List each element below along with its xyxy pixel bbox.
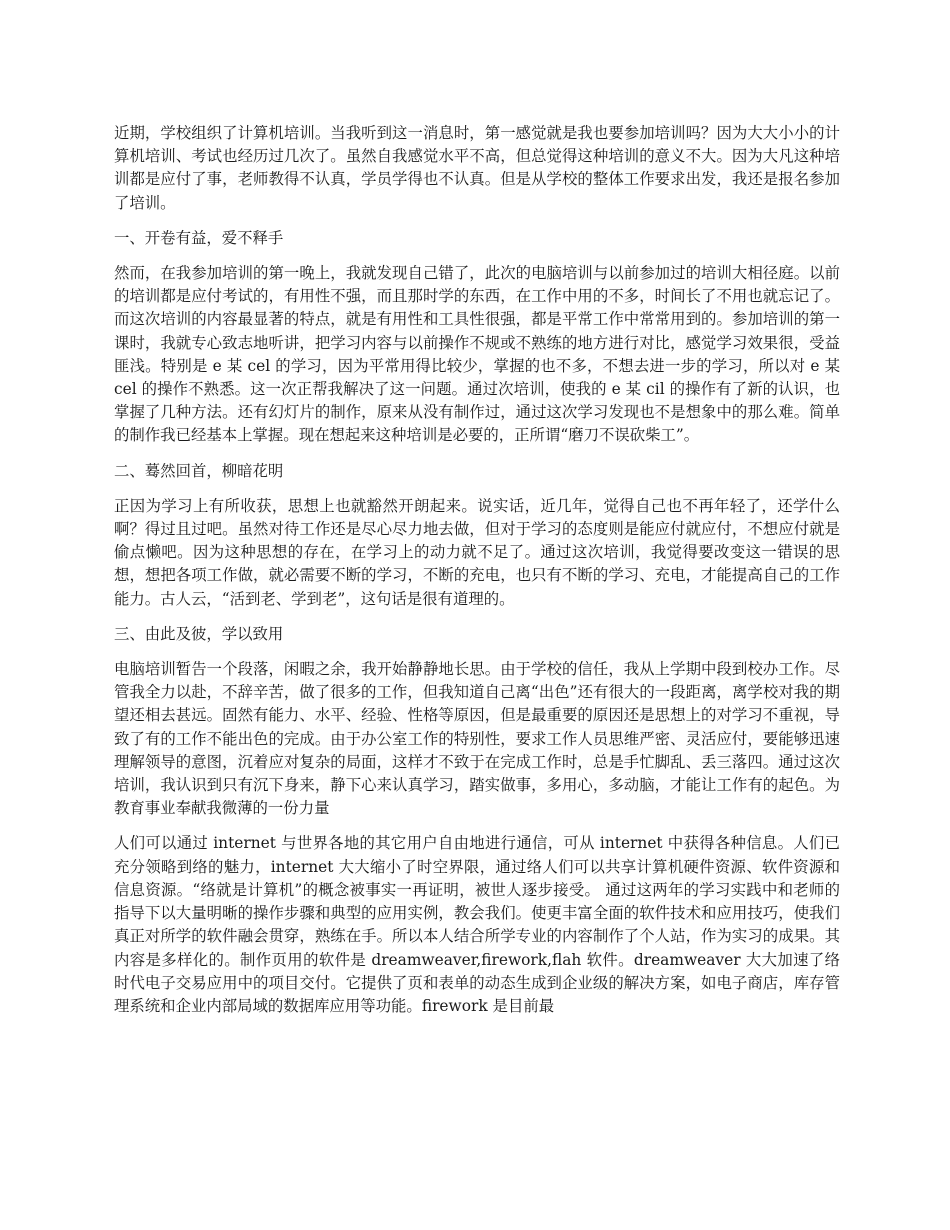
paragraph-section-3: 电脑培训暂告一个段落，闲暇之余，我开始静静地长思。由于学校的信任，我从上学期中段到校办工作。尽管我全力以赴，不辞辛苦，做了很多的工作，但我知道自己离“出色”还有很大的一段距离，离学校对我的期望还相去甚远。固然有能力、水平、经验、性格等原因，但是最重要的原因还是思想上的对学习不重视，导致了有的工作不能出色的完成。由于办公室工作的特别性，要求工作人员思维严密、灵活应付，要能够迅速理解领导的意图，沉着应对复杂的局面，这样才不致于在完成工作时，总是手忙脚乱、丢三落四。通过这次培训，我认识到只有沉下身来，静下心来认真学习，踏实做事，多用心，多动脑，才能让工作有的起色。为教育事业奉献我微薄的一份力量	[114, 660, 840, 818]
paragraph-section-2: 正因为学习上有所收获，思想上也就豁然开朗起来。说实话，近几年，觉得自己也不再年轻了，还学什么啊？得过且过吧。虽然对待工作还是尽心尽力地去做，但对于学习的态度则是能应付就应付，不想应付就是偷点懒吧。因为这种思想的存在，在学习上的动力就不足了。通过这次培训，我觉得要改变这一错误的思想，想把各项工作做，就必需要不断的学习，不断的充电，也只有不断的学习、充电，才能提高自己的工作能力。古人云，“活到老、学到老”，这句话是很有道理的。	[114, 496, 840, 608]
document-body	[114, 122, 840, 1030]
paragraph-intro: 近期，学校组织了计算机培训。当我听到这一消息时，第一感觉就是我也要参加培训吗？因为大大小小的计算机培训、考试也经历过几次了。虽然自我感觉水平不高，但总觉得这种培训的意义不大。因为大凡这种培训都是应付了事，老师教得不认真，学员学得也不认真。但是从学校的整体工作要求出发，我还是报名参加了培训。	[114, 124, 840, 212]
paragraph-internet: 人们可以通过 internet 与世界各地的其它用户自由地进行通信，可从 internet 中获得各种信息。人们已充分领略到络的魅力，internet 大大缩小了时空界限，通过络人们可以共享计算机硬件资源、软件资源和信息资源。“络就是计算机”的概念被事实一再证明，被世人逐步接受。 通过这两年的学习实践中和老师的指导下以大量明晰的操作步骤和典型的应用实例，教会我们。使更丰富全面的软件技术和应用技巧，使我们真正对所学的软件融会贯穿，熟练在手。所以本人结合所学专业的内容制作了个人站，作为实习的成果。其内容是多样化的。制作页用的软件是 dreamweaver,firework,flah 软件。dreamweaver 大大加速了络时代电子交易应用中的项目交付。它提供了页和表单的动态生成到企业级的解决方案，如电子商店，库存管理系统和企业内部局域的数据库应用等功能。firework 是目前最	[114, 834, 840, 1015]
section-heading-2: 二、蓦然回首，柳暗花明	[114, 461, 284, 480]
section-heading-3: 三、由此及彼，学以致用	[114, 624, 284, 643]
section-heading-1: 一、开卷有益，爱不释手	[114, 228, 284, 247]
paragraph-section-1: 然而，在我参加培训的第一晚上，我就发现自己错了，此次的电脑培训与以前参加过的培训大相径庭。以前的培训都是应付考试的，有用性不强，而且那时学的东西，在工作中用的不多，时间长了不用也就忘记了。而这次培训的内容最显著的特点，就是有用性和工具性很强，都是平常工作中常常用到的。参加培训的第一课时，我就专心致志地听讲，把学习内容与以前操作不规或不熟练的地方进行对比，感觉学习效果很，受益匪浅。特别是 e 某 cel 的学习，因为平常用得比较少，掌握的也不多，不想去进一步的学习，所以对 e 某 cel 的操作不熟悉。这一次正帮我解决了这一问题。通过次培训，使我的 e 某 cil 的操作有了新的认识，也掌握了几种方法。还有幻灯片的制作，原来从没有制作过，通过这次学习发现也不是想象中的那么难。简单的制作我已经基本上掌握。现在想起来这种培训是必要的，正所谓“磨刀不误砍柴工”。	[114, 264, 840, 445]
